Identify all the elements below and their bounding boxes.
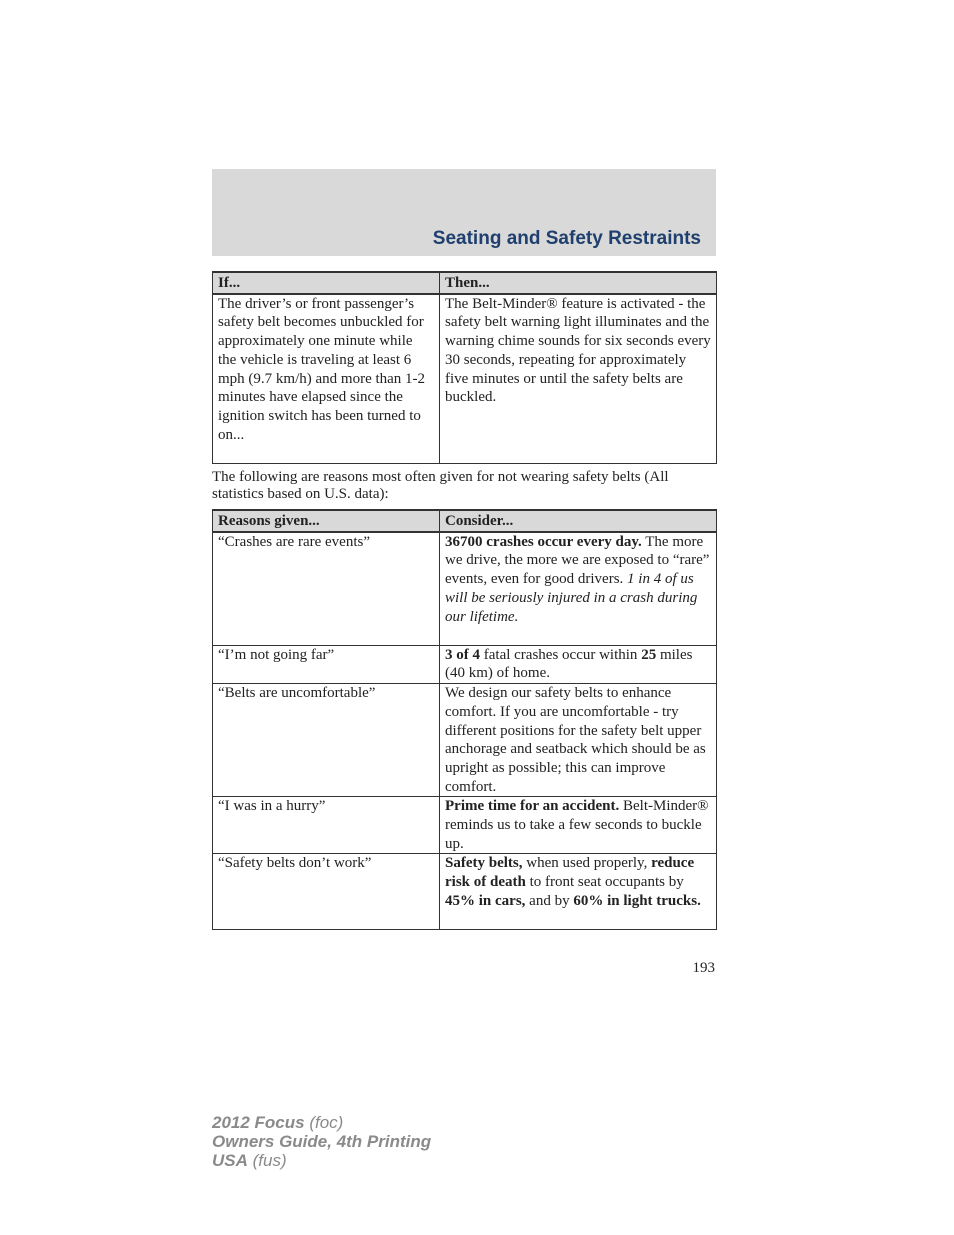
consider-text: when used properly, (522, 855, 652, 872)
intro-paragraph: The following are reasons most often given for not wearing safety belts (All statistics based on U.S. data): (212, 469, 669, 502)
column-header-if: If... (213, 272, 440, 294)
footer-line-market (212, 1151, 431, 1170)
consider-text: fatal crashes occur within (480, 646, 642, 663)
consider-cell: We design our safety belts to enhance comfort. If you are uncomfortable - try different positions for the safety belt upper anchorage and seatback which should be as upright as possible; this can improve comfort. (440, 684, 717, 797)
document-footer (212, 1113, 431, 1170)
consider-cell (440, 797, 717, 854)
footer-line-guide: Owners Guide, 4th Printing (212, 1132, 432, 1151)
column-header-reasons: Reasons given... (213, 510, 440, 532)
footer-model-name: 2012 Focus (212, 1113, 305, 1132)
footer-line-model (212, 1113, 431, 1132)
reason-cell: “Crashes are rare events” (213, 532, 440, 646)
consider-text: The more we drive, the more we are exposed to “rare” events, even for good drivers. (445, 533, 710, 588)
consider-text: to front seat occupants by (525, 874, 684, 891)
italic-fact: 1 in 4 of us will be seriously injured in a crash during our lifetime. (445, 571, 698, 625)
consider-cell (440, 854, 717, 930)
table-row (213, 645, 717, 683)
consider-text: Belt-Minder® reminds us to take a few seconds to buckle up. (445, 798, 709, 852)
table-row (213, 684, 717, 797)
bold-fact: Safety belts, (445, 855, 523, 872)
table-row (213, 797, 717, 854)
reason-cell: “Safety belts don’t work” (213, 854, 440, 930)
column-header-consider: Consider... (440, 510, 717, 532)
bold-fact: Prime time for an accident. (445, 798, 620, 815)
bold-fact: 25 (641, 646, 657, 663)
result-cell: The Belt-Minder® feature is activated - the safety belt warning light illuminates and the warning chime sounds for six seconds every 30 seconds, repeating for approximately five minutes or until the safety belts are buckled. (440, 294, 717, 464)
consider-text: miles (40 km) of home. (445, 646, 693, 682)
footer-model-code: (foc) (304, 1113, 344, 1132)
page-number: 193 (692, 960, 715, 976)
reasons-table (212, 509, 717, 930)
bold-fact: 3 of 4 (445, 646, 480, 663)
table-header-row (213, 272, 717, 294)
reason-cell: “Belts are uncomfortable” (213, 684, 440, 797)
reason-cell: “I was in a hurry” (213, 797, 440, 854)
condition-cell: The driver’s or front passenger’s safety belt becomes unbuckled for approximately one minute while the vehicle is traveling at least 6 mph (9.7 km/h) and more than 1-2 minutes have elapsed since the ignition switch has been turned to on... (213, 294, 440, 464)
bold-fact: 60% in light trucks. (573, 892, 701, 909)
bold-fact: 36700 crashes occur every day. (445, 533, 642, 550)
consider-cell (440, 645, 717, 683)
section-title: Seating and Safety Restraints (432, 228, 701, 249)
bold-fact: 45% in cars, (445, 892, 526, 909)
belt-minder-table (212, 271, 717, 464)
table-header-row (213, 510, 717, 532)
reason-cell: “I’m not going far” (213, 645, 440, 683)
consider-text: and by (525, 892, 574, 909)
footer-market-name: USA (212, 1151, 248, 1170)
table-row (213, 854, 717, 930)
table-row (213, 532, 717, 646)
section-header-band (212, 169, 716, 256)
table-row (213, 294, 717, 464)
footer-market-code: (fus) (247, 1151, 287, 1170)
consider-cell (440, 532, 717, 646)
column-header-then: Then... (440, 272, 717, 294)
bold-fact: reduce risk of death (445, 855, 695, 891)
